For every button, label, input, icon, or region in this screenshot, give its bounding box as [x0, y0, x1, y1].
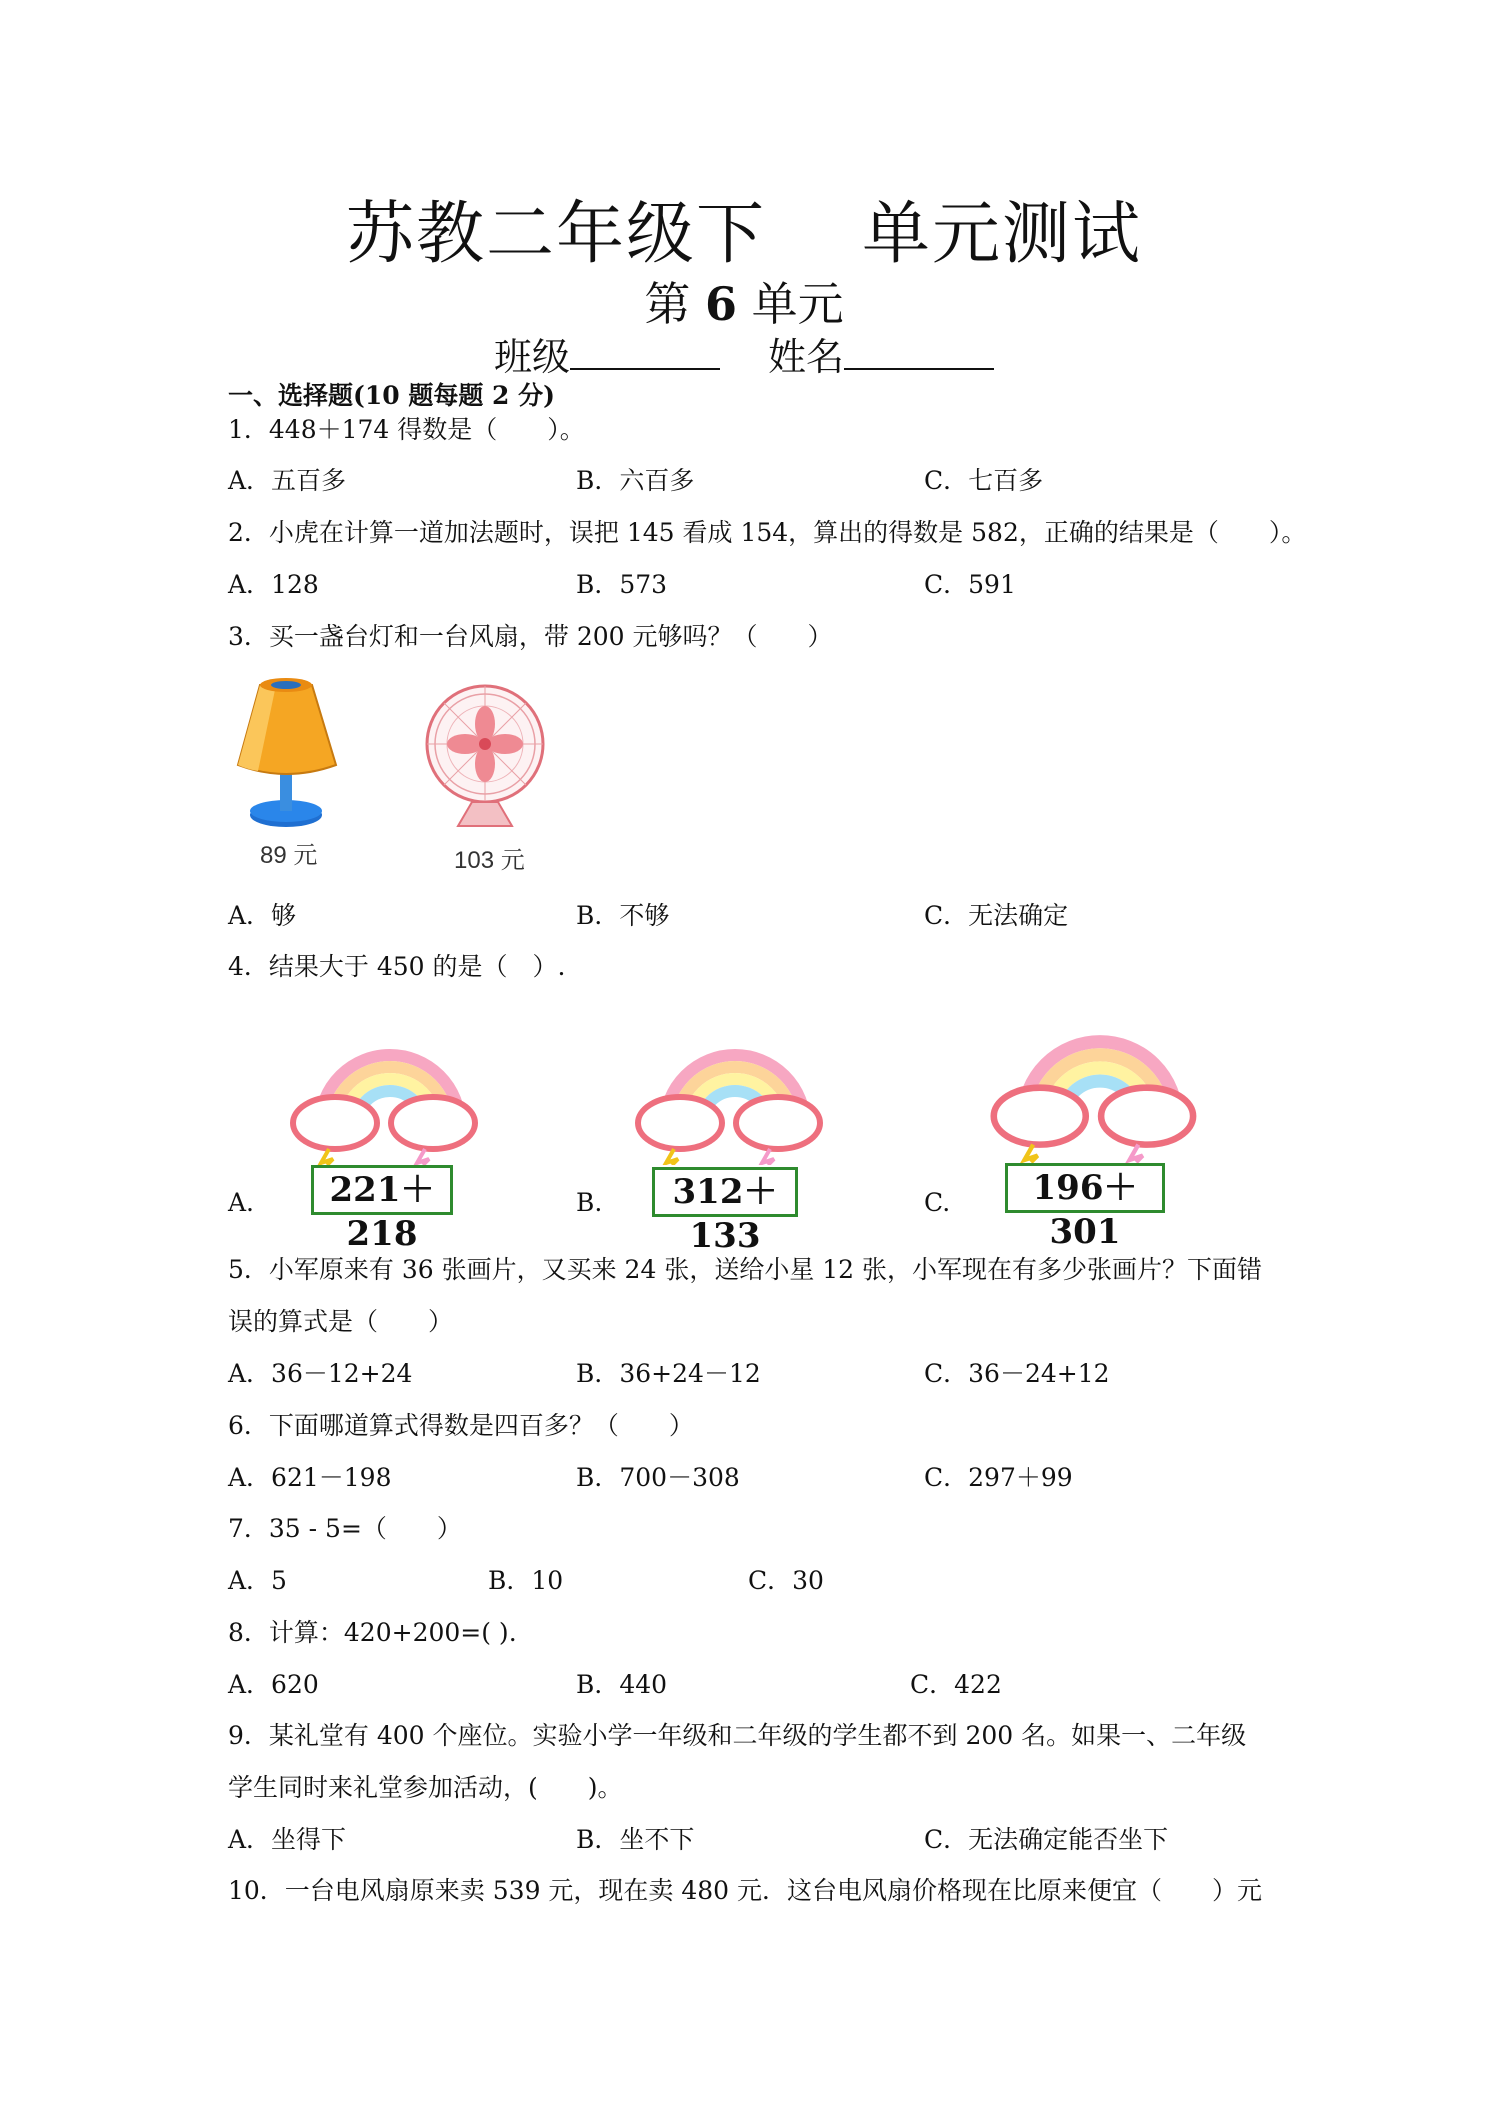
q9-option-c[interactable]: C．无法确定能否坐下	[924, 1825, 1169, 1854]
question-4: 4．结果大于 450 的是（ ）.	[228, 952, 566, 981]
title-right: 单元测试	[862, 195, 1143, 274]
q6-option-a[interactable]: A．621－198	[228, 1463, 392, 1492]
rainbow-card-c[interactable]	[985, 995, 1215, 1252]
q9-option-b[interactable]: B．坐不下	[576, 1825, 695, 1854]
fan-price: 103 元	[454, 847, 525, 874]
q1-option-c[interactable]: C．七百多	[924, 466, 1044, 495]
q8-option-c[interactable]: C．422	[910, 1670, 1002, 1699]
unit-suffix: 单元	[751, 277, 844, 331]
q4-option-a[interactable]: A.	[228, 1188, 255, 1217]
rainbow-cloud-icon	[285, 1015, 495, 1165]
unit-title	[0, 268, 1488, 334]
lamp-price: 89 元	[260, 842, 318, 869]
class-label: 班级	[493, 335, 570, 379]
equation-b: 312＋133	[652, 1167, 798, 1217]
q6-option-b[interactable]: B．700－308	[576, 1463, 740, 1492]
name-label: 姓名	[768, 335, 845, 379]
fan-image	[420, 680, 560, 874]
question-10: 10．一台电风扇原来卖 539 元，现在卖 480 元．这台电风扇价格现在比原来便宜（ ）元	[228, 1876, 1263, 1905]
question-9-line1: 9．某礼堂有 400 个座位。实验小学一年级和二年级的学生都不到 200 名。如果一、二年级	[228, 1721, 1247, 1750]
q6-option-c[interactable]: C．297＋99	[924, 1463, 1073, 1492]
question-9-line2: 学生同时来礼堂参加活动，( )。	[228, 1773, 623, 1802]
q8-option-b[interactable]: B．440	[576, 1670, 668, 1699]
rainbow-cloud-icon	[630, 1015, 840, 1165]
student-info	[0, 326, 1488, 381]
equation-c: 196＋301	[1005, 1163, 1165, 1213]
q5-option-a[interactable]: A．36－12+24	[228, 1359, 413, 1388]
q7-option-b[interactable]: B．10	[488, 1566, 564, 1595]
q9-option-a[interactable]: A．坐得下	[228, 1825, 347, 1854]
question-1: 1．448＋174 得数是（ ）。	[228, 415, 585, 444]
q8-option-a[interactable]: A．620	[228, 1670, 319, 1699]
q4-option-b[interactable]: B.	[576, 1188, 603, 1217]
q1-option-b[interactable]: B．六百多	[576, 466, 695, 495]
q7-option-a[interactable]: A．5	[228, 1566, 287, 1595]
question-6: 6．下面哪道算式得数是四百多？（ ）	[228, 1411, 694, 1440]
rainbow-cloud-icon	[985, 995, 1215, 1165]
unit-prefix: 第	[644, 277, 691, 331]
question-2: 2．小虎在计算一道加法题时，误把 145 看成 154，算出的得数是 582，正确的结果是（ ）。	[228, 518, 1307, 547]
q2-option-b[interactable]: B．573	[576, 570, 668, 599]
q4-option-c[interactable]: C.	[924, 1188, 951, 1217]
q5-option-c[interactable]: C．36－24+12	[924, 1359, 1110, 1388]
class-blank[interactable]	[570, 338, 720, 370]
page-title	[0, 180, 1488, 277]
q2-option-a[interactable]: A．128	[228, 570, 319, 599]
question-7: 7．35 - 5=（ ）	[228, 1514, 462, 1543]
question-3: 3．买一盏台灯和一台风扇，带 200 元够吗？（ ）	[228, 622, 833, 651]
name-blank[interactable]	[844, 338, 994, 370]
question-5-line2: 误的算式是（ ）	[228, 1307, 454, 1336]
q1-option-a[interactable]: A．五百多	[228, 466, 347, 495]
rainbow-card-a[interactable]	[285, 1015, 495, 1254]
q3-option-b[interactable]: B．不够	[576, 901, 670, 930]
lamp-icon	[232, 675, 352, 835]
lamp-image	[232, 675, 352, 869]
section-title: 一、选择题(10 题每题 2 分)	[228, 381, 555, 410]
q5-option-b[interactable]: B．36+24－12	[576, 1359, 761, 1388]
q3-option-a[interactable]: A．够	[228, 901, 297, 930]
q2-option-c[interactable]: C．591	[924, 570, 1016, 599]
question-5-line1: 5．小军原来有 36 张画片，又买来 24 张，送给小星 12 张，小军现在有多少张画片？下面错	[228, 1255, 1263, 1284]
title-left: 苏教二年级下	[345, 195, 766, 274]
rainbow-card-b[interactable]	[630, 1015, 840, 1256]
question-8: 8．计算：420+200=( ).	[228, 1618, 517, 1647]
fan-icon	[420, 680, 550, 835]
q3-option-c[interactable]: C．无法确定	[924, 901, 1069, 930]
equation-a: 221＋218	[311, 1165, 453, 1215]
q7-option-c[interactable]: C．30	[748, 1566, 824, 1595]
unit-number: 6	[704, 277, 737, 331]
